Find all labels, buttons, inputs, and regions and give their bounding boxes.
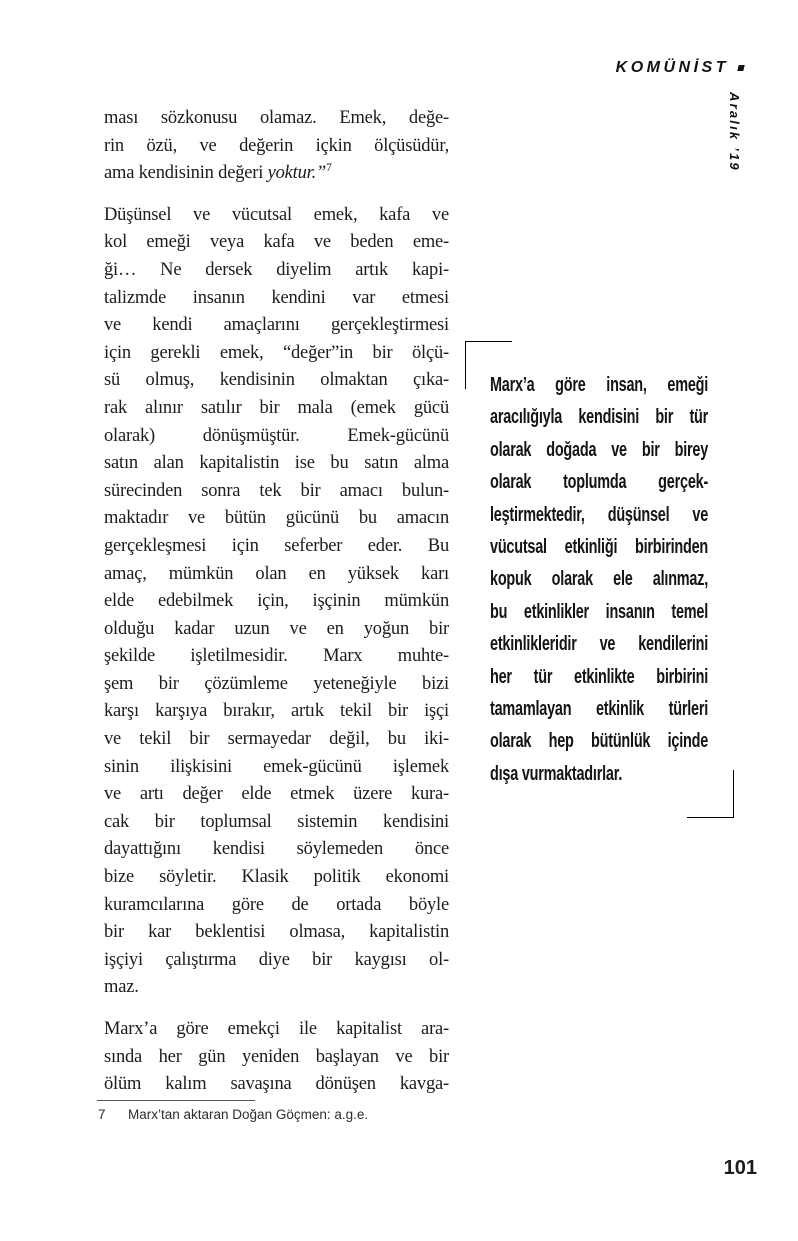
text-line: bize söyletir. Klasik politik ekonomi [104, 867, 449, 888]
text-line: talizmde insanın kendini var etmesi [104, 287, 449, 308]
text-line: ği… Ne dersek diyelim artık kapi- [104, 259, 449, 280]
text-line: Marx’a göre insan, emeği [490, 374, 709, 396]
text-line: vücutsal etkinliği birbirinden [490, 535, 709, 558]
text-line: ve kendi amaçlarını gerçekleştirmesi [104, 315, 449, 336]
magazine-title [616, 59, 744, 77]
issue-label: Aralık ’19 [727, 92, 742, 172]
text-line: olduğu kadar uzun ve en yoğun bir [104, 618, 449, 639]
text-line: rin özü, ve değerin içkin ölçüsüdür, [104, 135, 449, 156]
text-line: sürecinden sonra tek bir amacı bulun- [104, 480, 449, 501]
text-line: ve tekil bir sermayedar değil, bu iki- [104, 729, 449, 750]
footnote-separator [97, 1100, 255, 1101]
text-line: olarak hep bütünlük içinde [490, 730, 709, 753]
footnote-number: 7 [98, 1107, 106, 1122]
text-line: maz. [104, 977, 139, 998]
text-line: sü olmuş, kendisinin olmaktan çıka- [104, 370, 449, 391]
text-line: sinin ilişkisini emek-gücünü işlemek [104, 756, 449, 777]
text-line: tamamlayan etkinlik türleri [490, 697, 709, 720]
text-line: kuramcılarına göre de ortada böyle [104, 894, 449, 915]
article-body-column [104, 105, 449, 1113]
text-line: leştirmektedir, düşünsel ve [490, 503, 709, 526]
text-line: rak alınır satılır bir mala (emek gücü [104, 397, 449, 418]
text-line: her tür etkinlikte birbirini [490, 665, 709, 688]
text-line: dayattığını kendisi söylemeden önce [104, 839, 449, 860]
text-line: işçiyi çalıştırma diye bir kaygısı ol- [104, 949, 449, 970]
text-line: Düşünsel ve vücutsal emek, kafa ve [104, 204, 449, 225]
text-line: karşı karşıya bırakır, artık tekil bir işçi [104, 701, 449, 722]
text-line: ölüm kalım savaşına dönüşen kavga- [104, 1074, 449, 1095]
text-line: için gerekli emek, “değer”in bir ölçü- [104, 342, 449, 363]
text-line: dışa vurmaktadırlar. [490, 762, 623, 785]
text-line: maktadır ve bütün gücünü bu amacın [104, 508, 449, 529]
text-line: olarak toplumda gerçek- [490, 471, 709, 494]
text-line: olarak doğada ve bir birey [490, 438, 709, 461]
footnote [98, 1106, 518, 1124]
text-line: bir kar beklentisi olmasa, kapitalistin [104, 922, 449, 943]
paragraph [104, 202, 449, 1002]
text-line: ve artı değer elde etmek üzere kura- [104, 784, 449, 805]
text-line: kol emeği veya kafa ve beden eme- [104, 232, 449, 253]
magazine-title-text: KOMÜNİST [615, 59, 729, 76]
text-line: satın alan kapitalistin ise bu satın alma [104, 453, 449, 474]
text-line: kopuk olarak ele alınmaz, [490, 568, 709, 591]
text-line: bu etkinlikler insanın temel [490, 600, 709, 623]
text-line: aracılığıyla kendisini bir tür [490, 406, 709, 429]
text-line: etkinlikleridir ve kendilerini [490, 633, 709, 656]
text-line: ama kendisinin değeri yoktur.”$^7$ [104, 162, 332, 184]
text-line: ması sözkonusu olamaz. Emek, değe- [104, 108, 449, 128]
text-line: şekilde işletilmesidir. Marx muhte- [104, 646, 449, 667]
paragraph [104, 105, 449, 188]
text-line: sında her gün yeniden başlayan ve bir [104, 1046, 449, 1067]
pull-quote-text [490, 369, 708, 790]
pull-quote [490, 369, 708, 790]
text-line: Marx’a göre emekçi ile kapitalist ara- [104, 1019, 449, 1039]
text-line: gerçekleşmesi için seferber eder. Bu [104, 535, 449, 556]
page-number: 101 [723, 1157, 757, 1179]
text-line: cak bir toplumsal sistemin kendisini [104, 811, 449, 832]
text-line: amaç, mümkün olan en yüksek karı [104, 563, 449, 584]
bullet-icon [737, 65, 744, 71]
text-line: şem bir çözümleme yeteneğiyle bizi [104, 673, 449, 694]
paragraph [104, 1016, 449, 1099]
footnote-text: Marx’tan aktaran Doğan Göçmen: a.g.e. [128, 1107, 369, 1122]
text-line: olarak) dönüşmüştür. Emek-gücünü [104, 425, 449, 446]
text-line: elde edebilmek için, işçinin mümkün [104, 591, 449, 612]
